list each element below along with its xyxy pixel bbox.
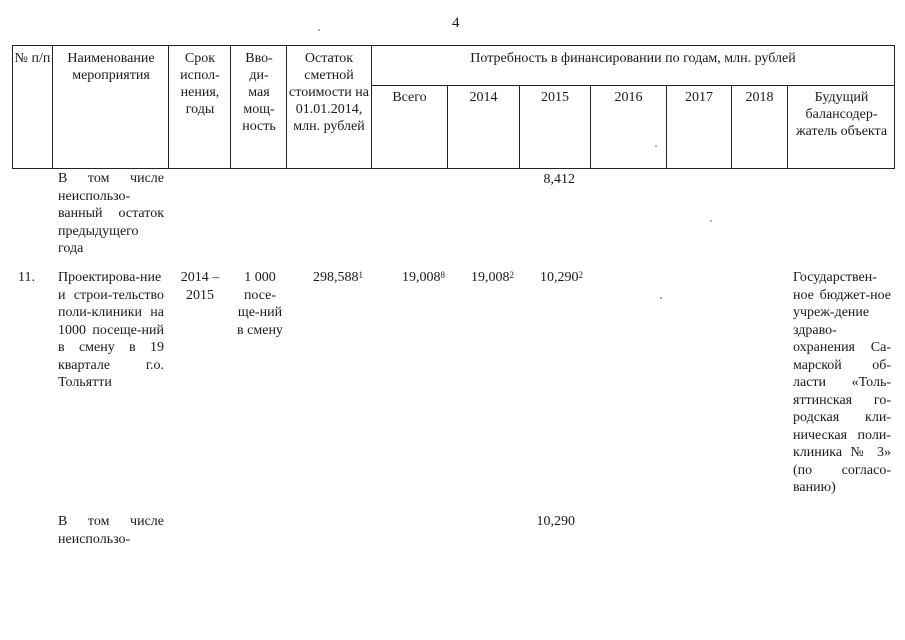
header-num: № п/п xyxy=(14,51,51,66)
row1-name: В том числе неиспользо-ванный остаток предыдущего года xyxy=(58,171,164,256)
header-holder: Будущий балансодер-жатель объекта xyxy=(795,90,888,139)
row2-2015: 10,290$^2$ xyxy=(540,270,583,285)
scan-speck xyxy=(710,220,712,222)
row2-remainder: 298,588$^1$ xyxy=(313,270,363,285)
row2-name: Проектирова-ние и строи-тельство поли-клиники на 1000 посеще-ний в смену в 19 квартале г.о. Тольятти xyxy=(58,270,164,390)
row2-capacity: 1 000 посе-ще-ний в смену xyxy=(237,270,283,338)
header-2015: 2015 xyxy=(541,90,569,105)
row2-period: 2014 – 2015 xyxy=(180,270,220,303)
header-remainder: Остаток сметной стоимости на 01.01.2014, млн. рублей xyxy=(289,51,369,134)
row3-2015: 10,290 xyxy=(536,514,575,529)
header-period: Срок испол-нения, годы xyxy=(180,51,220,117)
row1-2015: 8,412 xyxy=(543,172,575,187)
header-2017: 2017 xyxy=(685,90,713,105)
row2-2014: 19,008$^2$ xyxy=(471,270,514,285)
row2-total: 19,008$^8$ xyxy=(402,270,445,285)
row3-name: В том числе неиспользо- xyxy=(58,514,164,547)
header-capacity: Вво-ди-мая мощ-ность xyxy=(242,51,276,134)
scan-speck xyxy=(318,29,320,31)
row2-num: 11. xyxy=(18,270,35,285)
scan-speck xyxy=(660,297,662,299)
page-number: 4 xyxy=(452,15,460,31)
row2-holder: Государствен-ное бюджет-ное учреж-дение здраво-охранения Са-марской об-ласти «Толь-яттинская го-родская кли-ническая поли-клиника № 3» (по согласо-ванию) xyxy=(793,270,891,495)
header-name: Наименование мероприятия xyxy=(67,51,155,83)
header-2016: 2016 xyxy=(614,90,643,105)
scan-speck xyxy=(655,145,657,147)
header-total: Всего xyxy=(392,90,427,105)
header-2014: 2014 xyxy=(469,90,498,105)
header-financing: Потребность в финансировании по годам, млн. рублей xyxy=(470,51,796,66)
header-2018: 2018 xyxy=(745,90,774,105)
